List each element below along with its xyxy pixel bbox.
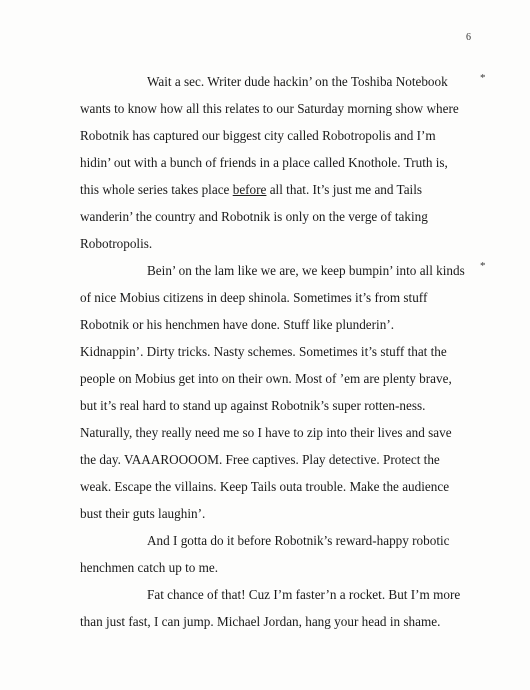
paragraph-2-line-5: people on Mobius get into on their own. Most of ’em are plenty brave,	[80, 371, 452, 386]
paragraph-2-line-1: Bein’ on the lam like we are, we keep bumpin’ into all kinds	[147, 263, 465, 278]
paragraph-3-line-1: And I gotta do it before Robotnik’s reward-happy robotic	[147, 533, 450, 548]
paragraph-1-line-6: wanderin’ the country and Robotnik is only on the verge of taking	[80, 209, 428, 224]
paragraph-2-line-2: of nice Mobius citizens in deep shinola. Sometimes it’s from stuff	[80, 290, 428, 305]
paragraph-2-line-3: Robotnik or his henchmen have done. Stuff like plunderin’.	[80, 317, 395, 332]
paragraph-1-line-1: Wait a sec. Writer dude hackin’ on the Toshiba Notebook	[147, 74, 448, 89]
paragraph-3-line-2: henchmen catch up to me.	[80, 560, 219, 575]
body-text	[80, 68, 500, 635]
paragraph-2-line-9: weak. Escape the villains. Keep Tails outa trouble. Make the audience	[80, 479, 450, 494]
underlined-word: before	[232, 182, 267, 197]
margin-asterisk: *	[480, 260, 486, 272]
page-number: 6	[466, 32, 471, 43]
text-segment: all that. It’s just me and Tails	[266, 182, 423, 197]
text-segment: this whole series takes place	[80, 182, 233, 197]
paragraph-2-line-6: but it’s real hard to stand up against Robotnik’s super rotten-ness.	[80, 398, 426, 413]
paragraph-2-line-10: bust their guts laughin’.	[80, 506, 206, 521]
paragraph-1-line-2: wants to know how all this relates to our Saturday morning show where	[80, 101, 459, 116]
paragraph-4-line-2: than just fast, I can jump. Michael Jordan, hang your head in shame.	[80, 614, 441, 629]
paragraph-1-line-3: Robotnik has captured our biggest city called Robotropolis and I’m	[80, 128, 436, 143]
paragraph-1-line-5	[80, 176, 500, 203]
margin-asterisk: *	[480, 72, 486, 84]
paragraph-1-line-4: hidin’ out with a bunch of friends in a place called Knothole. Truth is,	[80, 155, 448, 170]
paragraph-2-line-4: Kidnappin’. Dirty tricks. Nasty schemes. Sometimes it’s stuff that the	[80, 344, 447, 359]
paragraph-4-line-1: Fat chance of that! Cuz I’m faster’n a rocket. But I’m more	[147, 587, 461, 602]
paragraph-2-line-8: the day. VAAAROOOOM. Free captives. Play detective. Protect the	[80, 452, 440, 467]
paragraph-2-line-7: Naturally, they really need me so I have to zip into their lives and save	[80, 425, 452, 440]
paragraph-1-line-7: Robotropolis.	[80, 236, 153, 251]
